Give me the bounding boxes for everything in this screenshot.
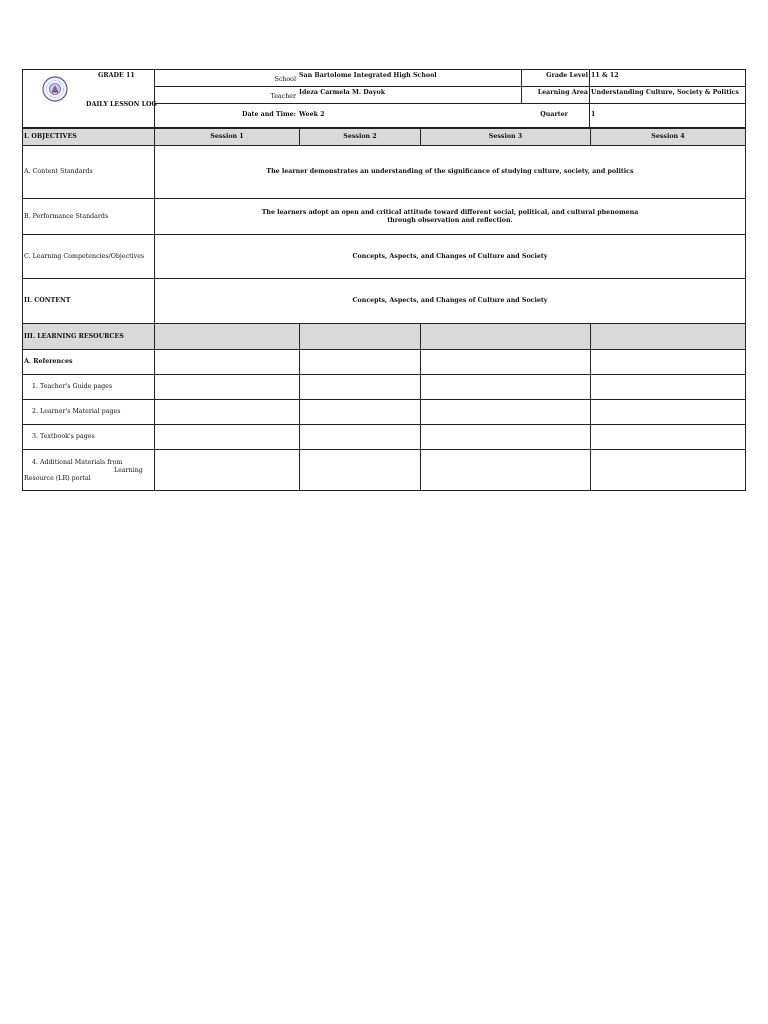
additional-materials-session-3[interactable] (420, 449, 591, 491)
school-value: San Bartolome Integrated High School (299, 72, 437, 79)
references-session-4[interactable] (590, 349, 746, 375)
content-label: II. CONTENT (22, 278, 155, 324)
session-4-heading: Session 4 (590, 128, 746, 146)
content-standards-text: The learner demonstrates an understanding of the significance of studying culture, society, and politics (154, 145, 746, 199)
teachers-guide-session-2[interactable] (299, 374, 421, 400)
teachers-guide-session-4[interactable] (590, 374, 746, 400)
learning-area-label: Learning Area (537, 89, 588, 96)
competencies-label: C. Learning Competencies/Objectives (22, 234, 155, 279)
learners-material-session-3[interactable] (420, 399, 591, 425)
teacher-value: Ideza Carmela M. Dayok (299, 89, 386, 96)
teachers-guide-label: 1. Teacher's Guide pages (22, 374, 155, 400)
references-session-1[interactable] (154, 349, 300, 375)
learning-resources-session-3 (420, 323, 591, 350)
textbook-session-1[interactable] (154, 424, 300, 450)
learning-resources-session-2 (299, 323, 421, 350)
grade-level-label: Grade Level (546, 72, 588, 79)
learning-area-value: Understanding Culture, Society & Politics (591, 89, 739, 96)
teachers-guide-session-3[interactable] (420, 374, 591, 400)
learners-material-session-2[interactable] (299, 399, 421, 425)
learners-material-label: 2. Learner's Material pages (22, 399, 155, 425)
learning-resources-session-1 (154, 323, 300, 350)
references-label: A. References (22, 349, 155, 375)
lesson-log-header (22, 69, 746, 128)
competencies-text: Concepts, Aspects, and Changes of Culture and Society (154, 234, 746, 279)
deped-seal-icon (42, 76, 68, 102)
session-3-heading: Session 3 (420, 128, 591, 146)
content-text: Concepts, Aspects, and Changes of Culture and Society (154, 278, 746, 324)
quarter-value: 1 (591, 111, 596, 118)
additional-materials-session-4[interactable] (590, 449, 746, 491)
additional-materials-line-2: Learning (114, 467, 143, 474)
textbook-label: 3. Textbook's pages (22, 424, 155, 450)
session-2-heading: Session 2 (299, 128, 421, 146)
session-1-heading: Session 1 (154, 128, 300, 146)
quarter-label: Quarter (540, 111, 568, 118)
content-standards-label: A. Content Standards (22, 145, 155, 199)
grade-level-value: 11 & 12 (591, 72, 619, 79)
performance-standards-line-2: through observation and reflection. (387, 216, 513, 224)
textbook-session-3[interactable] (420, 424, 591, 450)
log-title: DAILY LESSON LOG (86, 101, 157, 108)
teacher-label: Teacher (270, 93, 296, 100)
performance-standards-text (154, 198, 746, 235)
additional-materials-label (22, 449, 155, 491)
learners-material-session-4[interactable] (590, 399, 746, 425)
additional-materials-line-1: 4. Additional Materials from (32, 459, 123, 466)
school-label: School (274, 76, 296, 83)
performance-standards-label: B. Performance Standards (22, 198, 155, 235)
grade-title: GRADE 11 (98, 72, 135, 79)
references-session-2[interactable] (299, 349, 421, 375)
textbook-session-4[interactable] (590, 424, 746, 450)
performance-standards-line-1: The learners adopt an open and critical attitude toward different social, political, and cultural phenomena (261, 208, 639, 216)
additional-materials-session-2[interactable] (299, 449, 421, 491)
references-session-3[interactable] (420, 349, 591, 375)
textbook-session-2[interactable] (299, 424, 421, 450)
date-value: Week 2 (299, 111, 325, 118)
teachers-guide-session-1[interactable] (154, 374, 300, 400)
additional-materials-session-1[interactable] (154, 449, 300, 491)
additional-materials-line-3: Resource (LR) portal (24, 475, 91, 482)
learning-resources-label: III. LEARNING RESOURCES (22, 323, 155, 350)
objectives-heading: I. OBJECTIVES (22, 128, 155, 146)
date-label: Date and Time: (242, 111, 296, 118)
learners-material-session-1[interactable] (154, 399, 300, 425)
learning-resources-session-4 (590, 323, 746, 350)
